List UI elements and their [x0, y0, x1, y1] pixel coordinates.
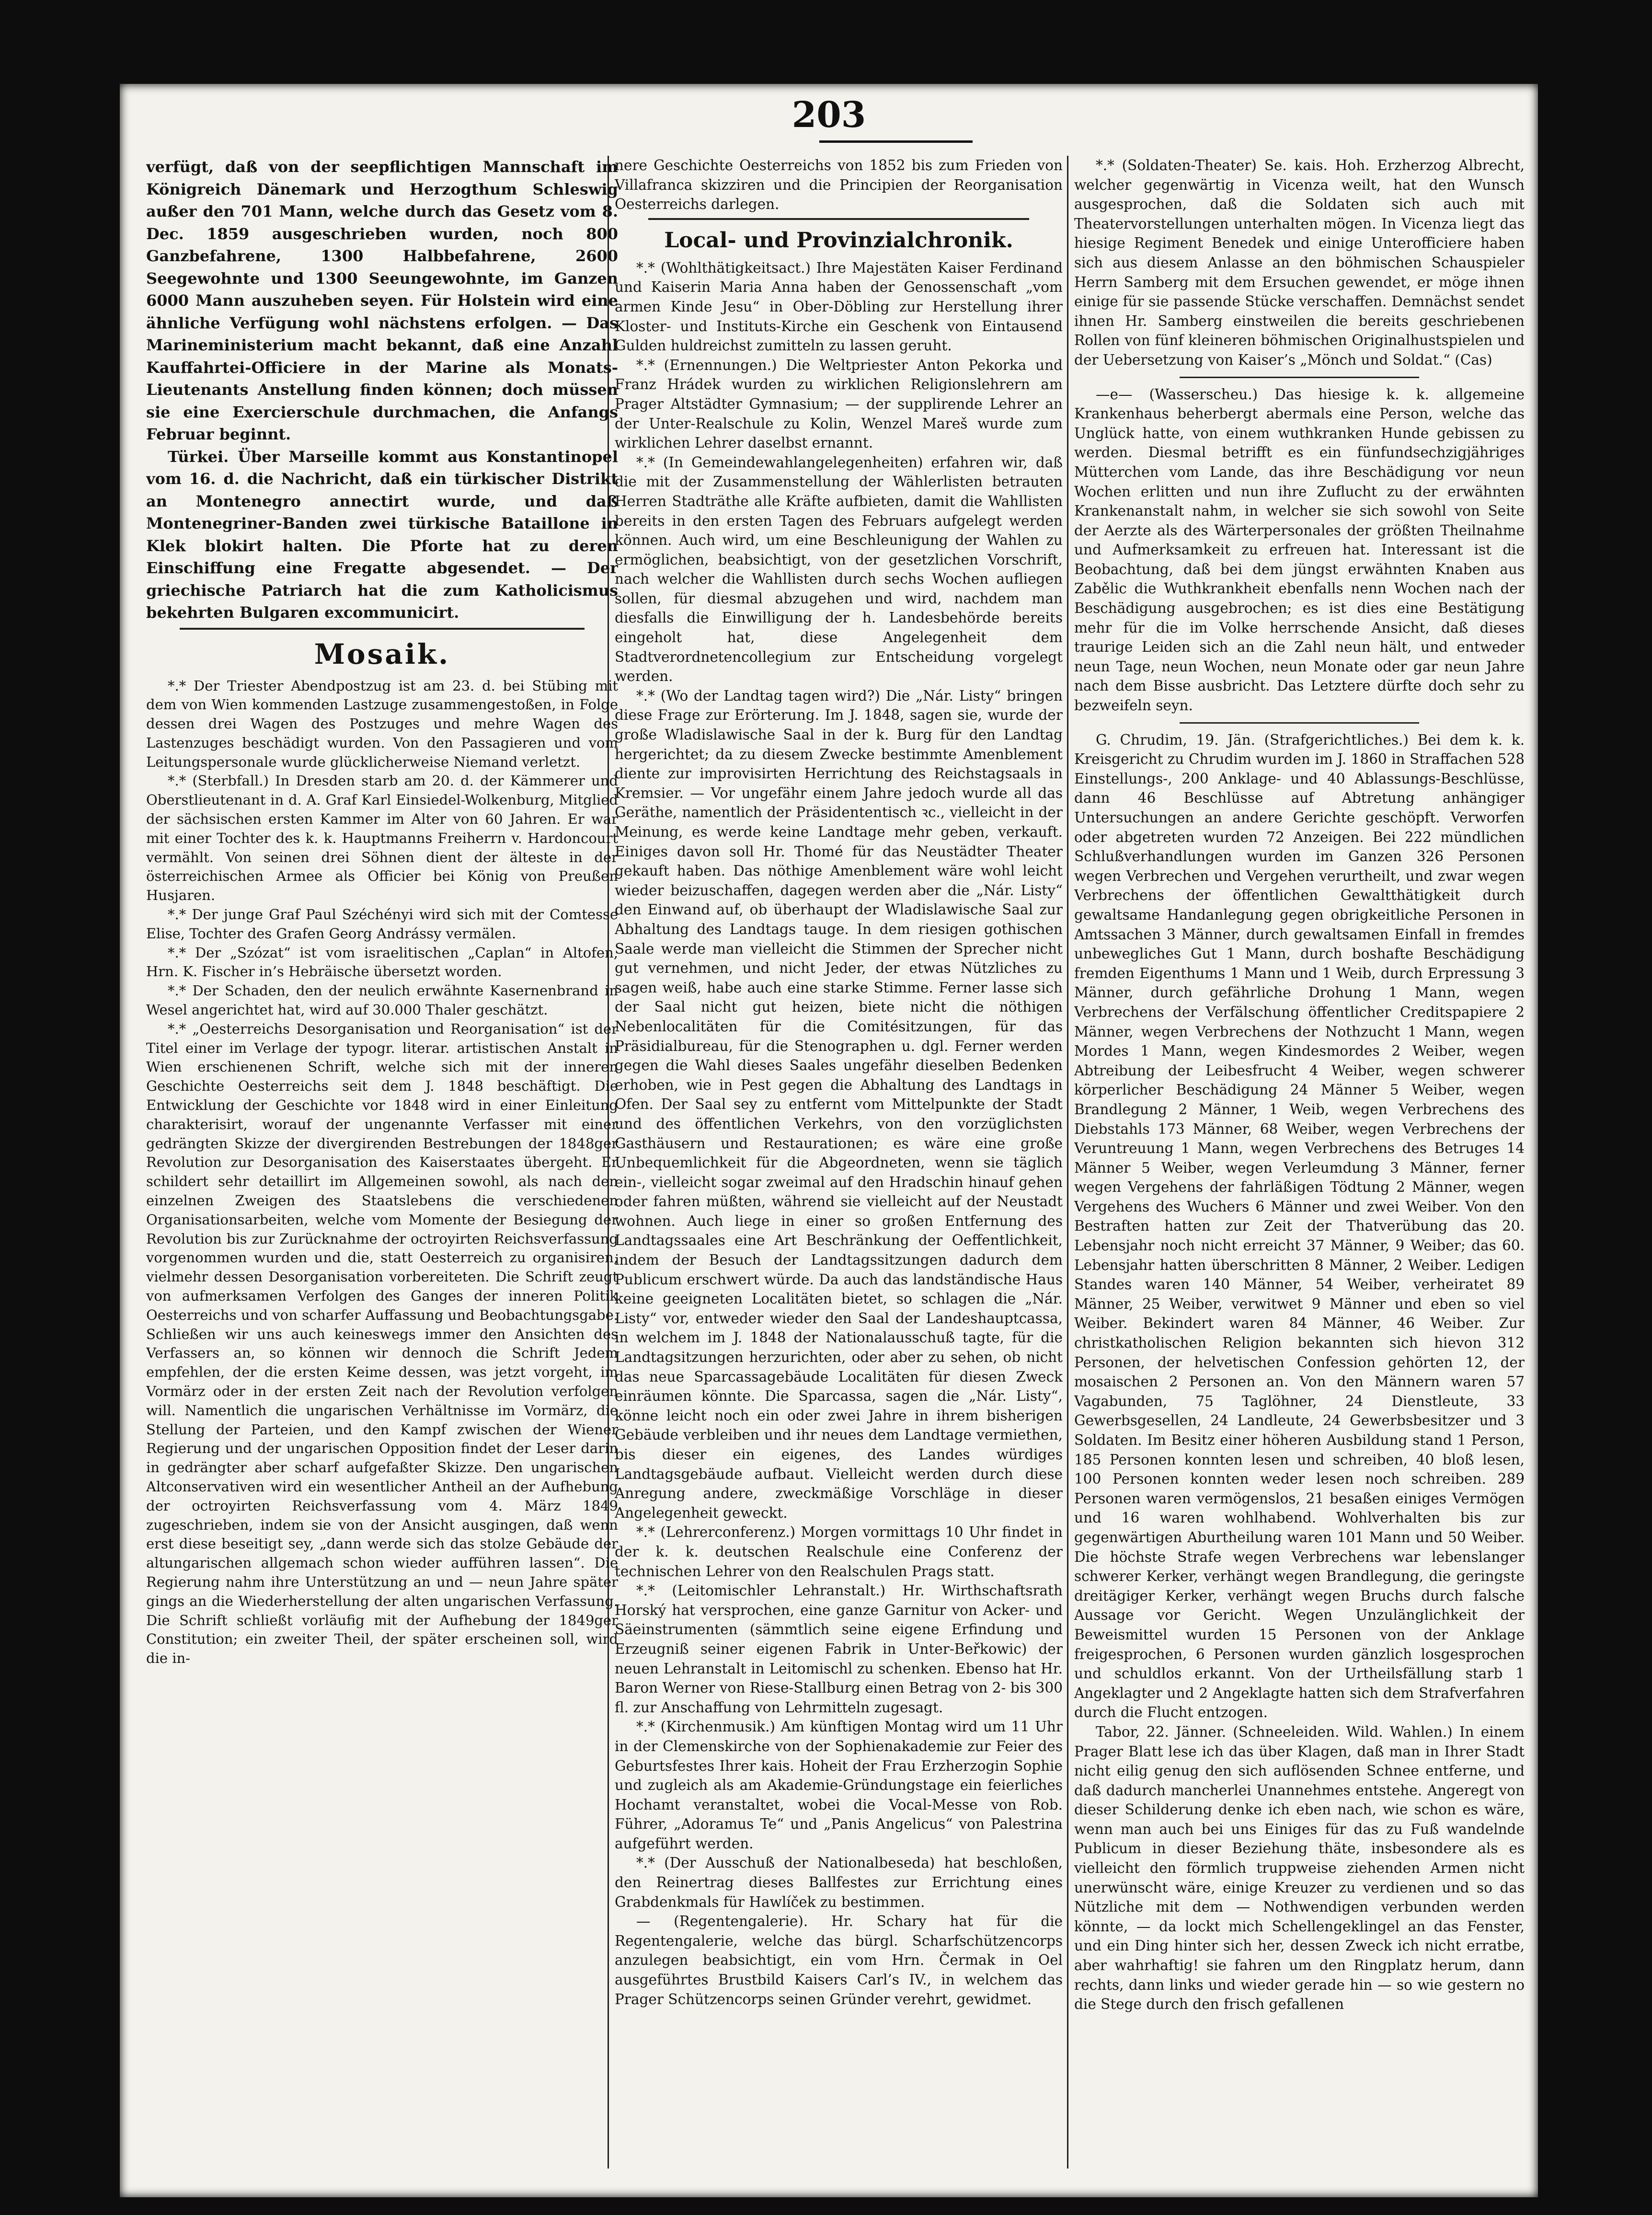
article-tuerkei: Türkei. Über Marseille kommt aus Konstantinopel vom 16. d. die Nachricht, daß ein türkischer Distrikt an Montenegro annectirt wurde, und daß Montenegriner-Banden zwei türkische Bataillone in Klek blokirt halten. Die Pforte hat zu deren Einschiffung eine Fregatte abgesendet. — Der griechische Patriarch hat die zum Katholicismus bekehrten Bulgaren excommunicirt. — [146, 447, 618, 622]
page-number-underline — [819, 140, 973, 143]
news-item: *.* (Wo der Landtag tagen wird?) Die „Nár. Listy“ bringen diese Frage zur Erörterung. Im J. 1848, sagen sie, wurde der große Wladislawische Saal in der k. Burg für den Landtag hergerichtet; da zu diesem Zwecke bestimmte Amenblement diente zur improvisirten Herrichtung des Reichstagsaals in Kremsier. — Vor ungefähr einem Jahre jedoch wurde all das Geräthe, namentlich der Präsidententisch ꝛc., vielleicht in der Meinung, es werde keine Landtage mehr geben, verkauft. Einiges davon soll Hr. Thomé für das Neustädter Theater gekauft haben. Das nöthige Amenblement wäre wohl leicht wieder beizuschaffen, dagegen werden aber die „Nár. Listy“ den Einwand auf, ob überhaupt der Wladislawische Saal zur Abhaltung des Landtags tauge. In dem riesigen gothischen Saale werde man vielleicht die Stimmen der Sprecher nicht gut vernehmen, und nicht Jeder, der etwas Nützliches zu sagen weiß, habe auch eine starke Stimme. Ferner lasse sich der Saal nicht gut heizen, biete nicht die nöthigen Nebenlocalitäten für die Comitésitzungen, für das Präsidialbureau, für die Stenographen u. dgl. Ferner werden gegen die Wahl dieses Saales ungefähr dieselben Bedenken erhoben, wie in Pest gegen die Abhaltung des Landtags in Ofen. Der Saal sey zu entfernt vom Mittelpunkte der Stadt und des öffentlichen Verkehrs, von den vorzüglichsten Gasthäusern und Restaurationen; es wäre eine große Unbequemlichkeit für die Abgeordneten, wenn sie täglich ein-, vielleicht sogar zweimal auf den Hradschin hinauf gehen oder fahren müßten, während sie vielleicht auf der Neustadt wohnen. Auch liege in einer so großen Entfernung des Landtagssaales eine Art Beschränkung der Oeffentlichkeit, indem der Besuch der Landtagssitzungen dadurch dem Publicum erschwert würde. Da auch das landständische Haus keine geeigneten Localitäten bietet, so schlagen die „Nár. Listy“ vor, entweder wieder den Saal der Landeshauptcassa, in welchem im J. 1848 der Nationalausschuß tagte, für die Landtagsitzungen herzurichten, oder aber zu sehen, ob nicht das neue Sparcassagebäude Localitäten für diesen Zweck einräumen könnte. Die Sparcassa, sagen die „Nár. Listy“, könne leicht noch ein oder zwei Jahre in ihrem bisherigen Gebäude verbleiben und ihr neues dem Landtage vermiethen, bis dieser ein eigenes, des Landes würdiges Landtagsgebäude aufbaut. Vielleicht werden durch diese Anregung andere, zweckmäßige Vorschläge in dieser Angelegenheit geweckt. — [615, 687, 1063, 1521]
news-item: *.* (In Gemeindewahlangelegenheiten) erfahren wir, daß die mit der Zusammenstellung der Wählerlisten betrauten Herren Stadträthe alle Kräfte aufbieten, damit die Wahllisten bereits in den ersten Tagen des Februars aufgelegt werden können. Auch wird, um eine Beschleunigung der Wahlen zu ermöglichen, beabsichtigt, von der gesetzlichen Vorschrift, nach welcher die Wahllisten durch sechs Wochen aufliegen sollen, für diesmal abzugehen und wird, nachdem man diesfalls die Einwilligung der h. Landesbehörde bereits eingeholt hat, diese Angelegenheit dem Stadtverordnetencollegium zur Entscheidung vorgelegt werden. — [615, 454, 1063, 685]
newspaper-page — [120, 84, 1538, 2197]
article-continuation: nere Geschichte Oesterreichs von 1852 bis zum Frieden von Villafranca skizziren und die Principien der Reorganisation Oesterreichs darlegen. — [615, 157, 1063, 213]
column-3 — [1074, 156, 1525, 2178]
news-item: Tabor, 22. Jänner. (Schneeleiden. Wild. Wahlen.) In einem Prager Blatt lese ich das über Klagen, daß man in Ihrer Stadt nicht eilig genug den sich auflösenden Schnee entferne, und daß dadurch mancherlei Unannehmes entstehe. Angeregt von dieser Schilderung denke ich eben nach, wie schon es wäre, wenn man auch bei uns Einiges für das zu Fuß wandelnde Publicum in dieser Beziehung thäte, insbesondere als es vielleicht den förmlich truppweise ziehenden Armen nicht unerwünscht wäre, einige Kreuzer zu verdienen und so das Nützliche mit dem — Nothwendigen verbunden werden könnte, — da lockt mich Schellengeklingel an das Fenster, und ein Ding hinter sich her, dessen Zweck ich nicht erratbe, aber wahrhaftig! sie fahren um den Ringplatz herum, dann rechts, dann links und wieder gerade hin — so wie gestern no die Stege durch den frisch gefallenen — [1074, 1723, 1525, 2013]
item-separator — [1180, 377, 1419, 378]
news-item: *.* (Lehrerconferenz.) Morgen vormittags 10 Uhr findet in der k. k. deutschen Realschule eine Conferenz der technischen Lehrer von den Realschulen Prags statt. — [615, 1524, 1063, 1580]
news-item: —e— (Wasserscheu.) Das hiesige k. k. allgemeine Krankenhaus beherbergt abermals eine Person, welche das Unglück hatte, von einem wuthkranken Hunde gebissen zu werden. Diesmal betrifft es ein fünfundsechzigjähriges Mütterchen vom Lande, das ihre Beschädigung vor neun Wochen erlitten und nun ihre Zuflucht zu der erwähnten Krankenanstalt nahm, in welcher sie sich sowohl von Seite der Aerzte als des Wärterpersonales der größten Theilnahme und Aufmerksamkeit zu erfreuen hat. Interessant ist die Beobachtung, daß bei dem jüngst erwähnten Knaben aus Zabělic die Wuthkrankheit ebenfalls nenn Wochen nach der Beschädigung ausgebrochen; es ist dies eine Bestätigung mehr für die im Volke herrschende Ansicht, daß dieses traurige Leiden sich an die Zahl neun hält, und entweder neun Tage, neun Wochen, neun Monate oder gar neun Jahre nach dem Bisse ausbricht. Das Letztere dürfte doch sehr zu bezweifeln seyn. — [1074, 386, 1525, 714]
section-heading-mosaik: Mosaik. — [314, 637, 450, 670]
news-item: *.* (Der Ausschuß der Nationalbeseda) hat beschloßen, den Reinertrag dieses Ballfestes zur Errichtung eines Grabdenkmals für Hawlíček zu bestimmen. — [615, 1855, 1063, 1910]
column-1 — [146, 156, 618, 2178]
news-item: *.* Der junge Graf Paul Széchényi wird sich mit der Comtesse Elise, Tochter des Grafen Georg Andrássy vermälen. — [146, 906, 618, 942]
item-separator — [1180, 722, 1419, 724]
section-heading-localchronik: Local- und Provinzialchronik. — [664, 228, 1013, 253]
news-item: *.* Der Schaden, den der neulich erwähnte Kasernenbrand in Wesel angerichtet hat, wird auf 30.000 Thaler geschätzt. — [146, 982, 618, 1018]
column-2 — [615, 156, 1063, 2178]
column-divider-2 — [1067, 156, 1068, 2169]
news-item: *.* (Wohlthätigkeitsact.) Ihre Majestäten Kaiser Ferdinand und Kaiserin Maria Anna haben der Genossenschaft „vom armen Kinde Jesu“ in Ober-Döbling zur Herstellung ihrer Kloster- und Instituts-Kirche ein Geschenk von Eintausend Gulden huldreichst zumitteln zu lassen geruht. — [615, 259, 1063, 354]
section-rule — [180, 628, 585, 630]
article-denmark: verfügt, daß von der seepflichtigen Mannschaft im Königreich Dänemark und Herzogthum Schleswig außer den 701 Mann, welche durch das Gesetz vom 8. Dec. 1859 ausgeschrieben wurden, noch 800 Ganzbefahrene, 1300 Halbbefahrene, 2600 Seegewohnte und 1300 Seeungewohnte, im Ganzen 6000 Mann auszuheben seyen. Für Holstein wird eine ähnliche Verfügung wohl nächstens erfolgen. — Das Marineministerium macht bekannt, daß eine Anzahl Kauffahrtei-Officiere in der Marine als Monats-Lieutenants Anstellung finden können; doch müssen sie eine Exercierschule durchmachen, die Anfangs Februar beginnt. — [146, 158, 618, 443]
news-item: *.* „Oesterreichs Desorganisation und Reorganisation“ ist der Titel einer im Verlage der typogr. literar. artistischen Anstalt in Wien erschienenen Schrift, welche sich mit der inneren Geschichte Oesterreichs seit dem J. 1848 beschäftigt. Die Entwicklung der Geschichte vor 1848 wird in einer Einleitung charakterisirt, worauf der ungenannte Verfasser mit einer gedrängten Skizze der divergirenden Bestrebungen der 1848ger Revolution zur Desorganisation des Kaiserstaates übergeht. Er schildert sehr detaillirt im Allgemeinen sowohl, als nach den einzelnen Zweigen des Staatslebens die verschiedenen Organisationsarbeiten, welche vom Momente der Besiegung der Revolution bis zur Zurücknahme der octroyirten Reichsverfassung vorgenommen wurden und die, statt Oesterreich zu organisiren, vielmehr dessen Desorganisation vorbereiteten. Die Schrift zeugt von aufmerksamen Verfolgen des Ganges der inneren Politik Oesterreichs und von scharfer Auffassung und Beobachtungsgabe. Schließen wir uns auch keineswegs immer den Ansichten des Verfassers an, so können wir dennoch die Schrift Jedem empfehlen, der die ersten Keime dessen, was jetzt vorgeht, im Vormärz oder in der ersten Zeit nach der Revolution verfolgen will. Namentlich die ungarischen Verhältnisse im Vormärz, die Stellung der Parteien, und den Kampf zwischen der Wiener Regierung und der ungarischen Opposition findet der Leser darin in gedrängter aber scharf aufgefaßter Skizze. Den ungarischen Altconservativen wird ein wesentlicher Antheil an der Aufhebung der octroyirten Reichsverfassung vom 4. März 1849 zugeschrieben, indem sie von der Ansicht ausgingen, daß wenn erst diese beseitigt sey, „dann werde sich das stolze Gebäude der altungarischen allgemach schon wieder aufführen lassen“. Die Regierung nahm ihre Unterstützung an und — neun Jahre später gings an die Wiederherstellung der alten ungarischen Verfassung. Die Schrift schließt vorläufig mit der Aufhebung der 1849ger Constitution; ein zweiter Theil, der später erscheinen soll, wird die in- — [146, 1020, 618, 1667]
news-item: — (Regentengalerie). Hr. Schary hat für die Regentengalerie, welche das bürgl. Scharfschützencorps anzulegen beabsichtigt, ein vom Hrn. Čermak in Oel ausgeführtes Brustbild Kaisers Carl’s IV., in welchem das Prager Schützencorps seinen Gründer verehrt, gewidmet. — [615, 1913, 1063, 2007]
news-item: *.* (Ernennungen.) Die Weltpriester Anton Pekorka und Franz Hrádek wurden zu wirklichen Religionslehrern am Prager Altstädter Gymnasium; — der supplirende Lehrer an der Unter-Realschule zu Kolin, Wenzel Mareš wurde zum wirklichen Lehrer daselbst ernannt. — [615, 357, 1063, 451]
news-item: *.* Der Triester Abendpostzug ist am 23. d. bei Stübing mit dem von Wien kommenden Lastzuge zusammengestoßen, in Folge dessen drei Wagen des Postzuges und mehre Wagen des Lastenzuges beschädigt wurden. Von den Passagieren und vom Leitungspersonale wurde glücklicherweise Niemand verletzt. — [146, 677, 618, 770]
news-item: *.* (Soldaten-Theater) Se. kais. Hoh. Erzherzog Albrecht, welcher gegenwärtig in Vicenza weilt, hat den Wunsch ausgesprochen, daß die Soldaten sich auch mit Theatervorstellungen unterhalten mögen. In Vicenza liegt das hiesige Regiment Benedek und einige Unterofficiere haben sich aus diesem Anlasse an den böhmischen Schauspieler Herrn Samberg mit dem Ersuchen gewendet, er möge ihnen einige für sie passende Stücke verschaffen. Demnächst sendet ihnen Hr. Samberg einstweilen die bereits geschriebenen Rollen von fünf kleineren böhmischen Originalhustspielen und der Uebersetzung von Kaiser’s „Mönch und Soldat.“ (Cas) — [1074, 157, 1525, 368]
news-item: *.* Der „Szózat“ ist vom israelitischen „Caplan“ in Altofen, Hrn. K. Fischer in’s Hebräische übersetzt worden. — [146, 944, 618, 980]
news-item: G. Chrudim, 19. Jän. (Strafgerichtliches.) Bei dem k. k. Kreisgericht zu Chrudim wurden im J. 1860 in Straffachen 528 Einstellungs-, 200 Anklage- und 40 Ablassungs-Beschlüsse, dann 46 Beschlüsse auf Abtretung anhängiger Untersuchungen an andere Gerichte geschöpft. Verworfen oder abgetreten wurden 72 Anzeigen. Bei 222 mündlichen Schlußverhandlungen wurden im Ganzen 326 Personen wegen Verbrechen und Vergehen verurtheilt, und zwar wegen Verbrechens der öffentlichen Gewaltthätigkeit durch gewaltsame Handanlegung gegen obrigkeitliche Personen in Amtssachen 3 Männer, durch gewaltsamen Einfall in fremdes unbewegliches Gut 1 Mann, durch boshafte Beschädigung fremden Eigenthums 1 Mann und 1 Weib, durch Erpressung 3 Männer, durch gefährliche Drohung 1 Mann, wegen Verbrechens der Verfälschung öffentlicher Creditspapiere 2 Männer, wegen Verbrechens der Nothzucht 1 Mann, wegen Mordes 1 Mann, wegen Kindesmordes 2 Weiber, wegen Abtreibung der Leibesfrucht 4 Weiber, wegen schwerer körperlicher Beschädigung 24 Männer 5 Weiber, wegen Brandlegung 2 Männer, 1 Weib, wegen Verbrechens des Diebstahls 173 Männer, 68 Weiber, wegen Verbrechens der Veruntreuung 1 Mann, wegen Verbrechens des Betruges 14 Männer 5 Weiber, wegen Verleumdung 3 Männer, ferner wegen Vergehens der fahrläßigen Tödtung 2 Männer, wegen Vergehens des Wuchers 6 Männer und zwei Weiber. Von den Bestraften hatten zur Zeit der Thatverübung das 20. Lebensjahr noch nicht erreicht 37 Männer, 9 Weiber; das 60. Lebensjahr hatten überschritten 8 Männer, 2 Weiber. Ledigen Standes waren 140 Männer, 54 Weiber, verheiratet 89 Männer, 25 Weiber, verwitwet 9 Männer und eben so viel Weiber. Bekindert waren 84 Männer, 46 Weiber. Zur christkatholischen Religion bekannten sich hievon 312 Personen, der helvetischen Confession gehörten 12, der mosaischen 2 Personen an. Von den Männern waren 57 Vagabunden, 75 Taglöhner, 24 Dienstleute, 33 Gewerbsgesellen, 24 Landleute, 24 Gewerbsbesitzer und 3 Soldaten. Im Besitz einer höheren Ausbildung stand 1 Person, 185 Personen konnten lesen und schreiben, 40 bloß lesen, 100 Personen konnten weder lesen noch schreiben. 289 Personen waren vermögenslos, 21 besaßen einiges Vermögen und 16 waren wohlhabend. Wohlverhalten bis zur gegenwärtigen Aburtheilung waren 101 Mann und 50 Weiber. Die höchste Strafe wegen Verbrechens war lebenslanger schwerer Kerker, verhängt wegen Brandlegung, die geringste dreitägiger Kerker, verhängt wegen Bruchs durch falsche Aussage vor Gericht. Wegen Unzulänglichkeit der Beweismittel wurden 15 Personen von der Anklage freigesprochen, 6 Personen wurden gänzlich losgesprochen und schuldlos erkannt. Von der Urtheilsfällung starb 1 Angeklagter und 2 Angeklagte hatten sich dem Strafverfahren durch die Flucht entzogen. — [1074, 731, 1525, 1721]
section-rule — [648, 218, 1029, 220]
news-item: *.* (Leitomischler Lehranstalt.) Hr. Wirthschaftsrath Horský hat versprochen, eine ganze Garnitur von Acker- und Säeinstrumenten (sämmtlich seine eigene Erfindung und Erzeugniß seiner eigenen Fabrik in Unter-Beřkowic) der neuen Lehranstalt in Leitomischl zu schenken. Ebenso hat Hr. Baron Werner von Riese-Stallburg einen Betrag von 2- bis 300 fl. zur Anschaffung von Lehrmitteln zugesagt. — [615, 1582, 1063, 1716]
news-item: *.* (Kirchenmusik.) Am künftigen Montag wird um 11 Uhr in der Clemenskirche von der Sophienakademie zur Feier des Geburtsfestes Ihrer kais. Hoheit der Frau Erzherzogin Sophie und zugleich als am Akademie-Gründungstage ein feierliches Hochamt veranstaltet, wobei die Vocal-Messe von Rob. Führer, „Adoramus Te“ und „Panis Angelicus“ von Palestrina aufgeführt werden. — [615, 1719, 1063, 1852]
page-number: 203 — [792, 94, 866, 136]
news-item: *.* (Sterbfall.) In Dresden starb am 20. d. der Kämmerer und Oberstlieutenant in d. A. Graf Karl Einsiedel-Wolkenburg, Mitglied der sächsischen ersten Kammer im Alter von 60 Jahren. Er war mit einer Tochter des k. k. Hauptmanns Freiherrn v. Hardoncourt vermählt. Von seinen drei Söhnen dient der älteste in der österreichischen Armee als Officier bei König von Preußen Husjaren. — [146, 773, 618, 904]
